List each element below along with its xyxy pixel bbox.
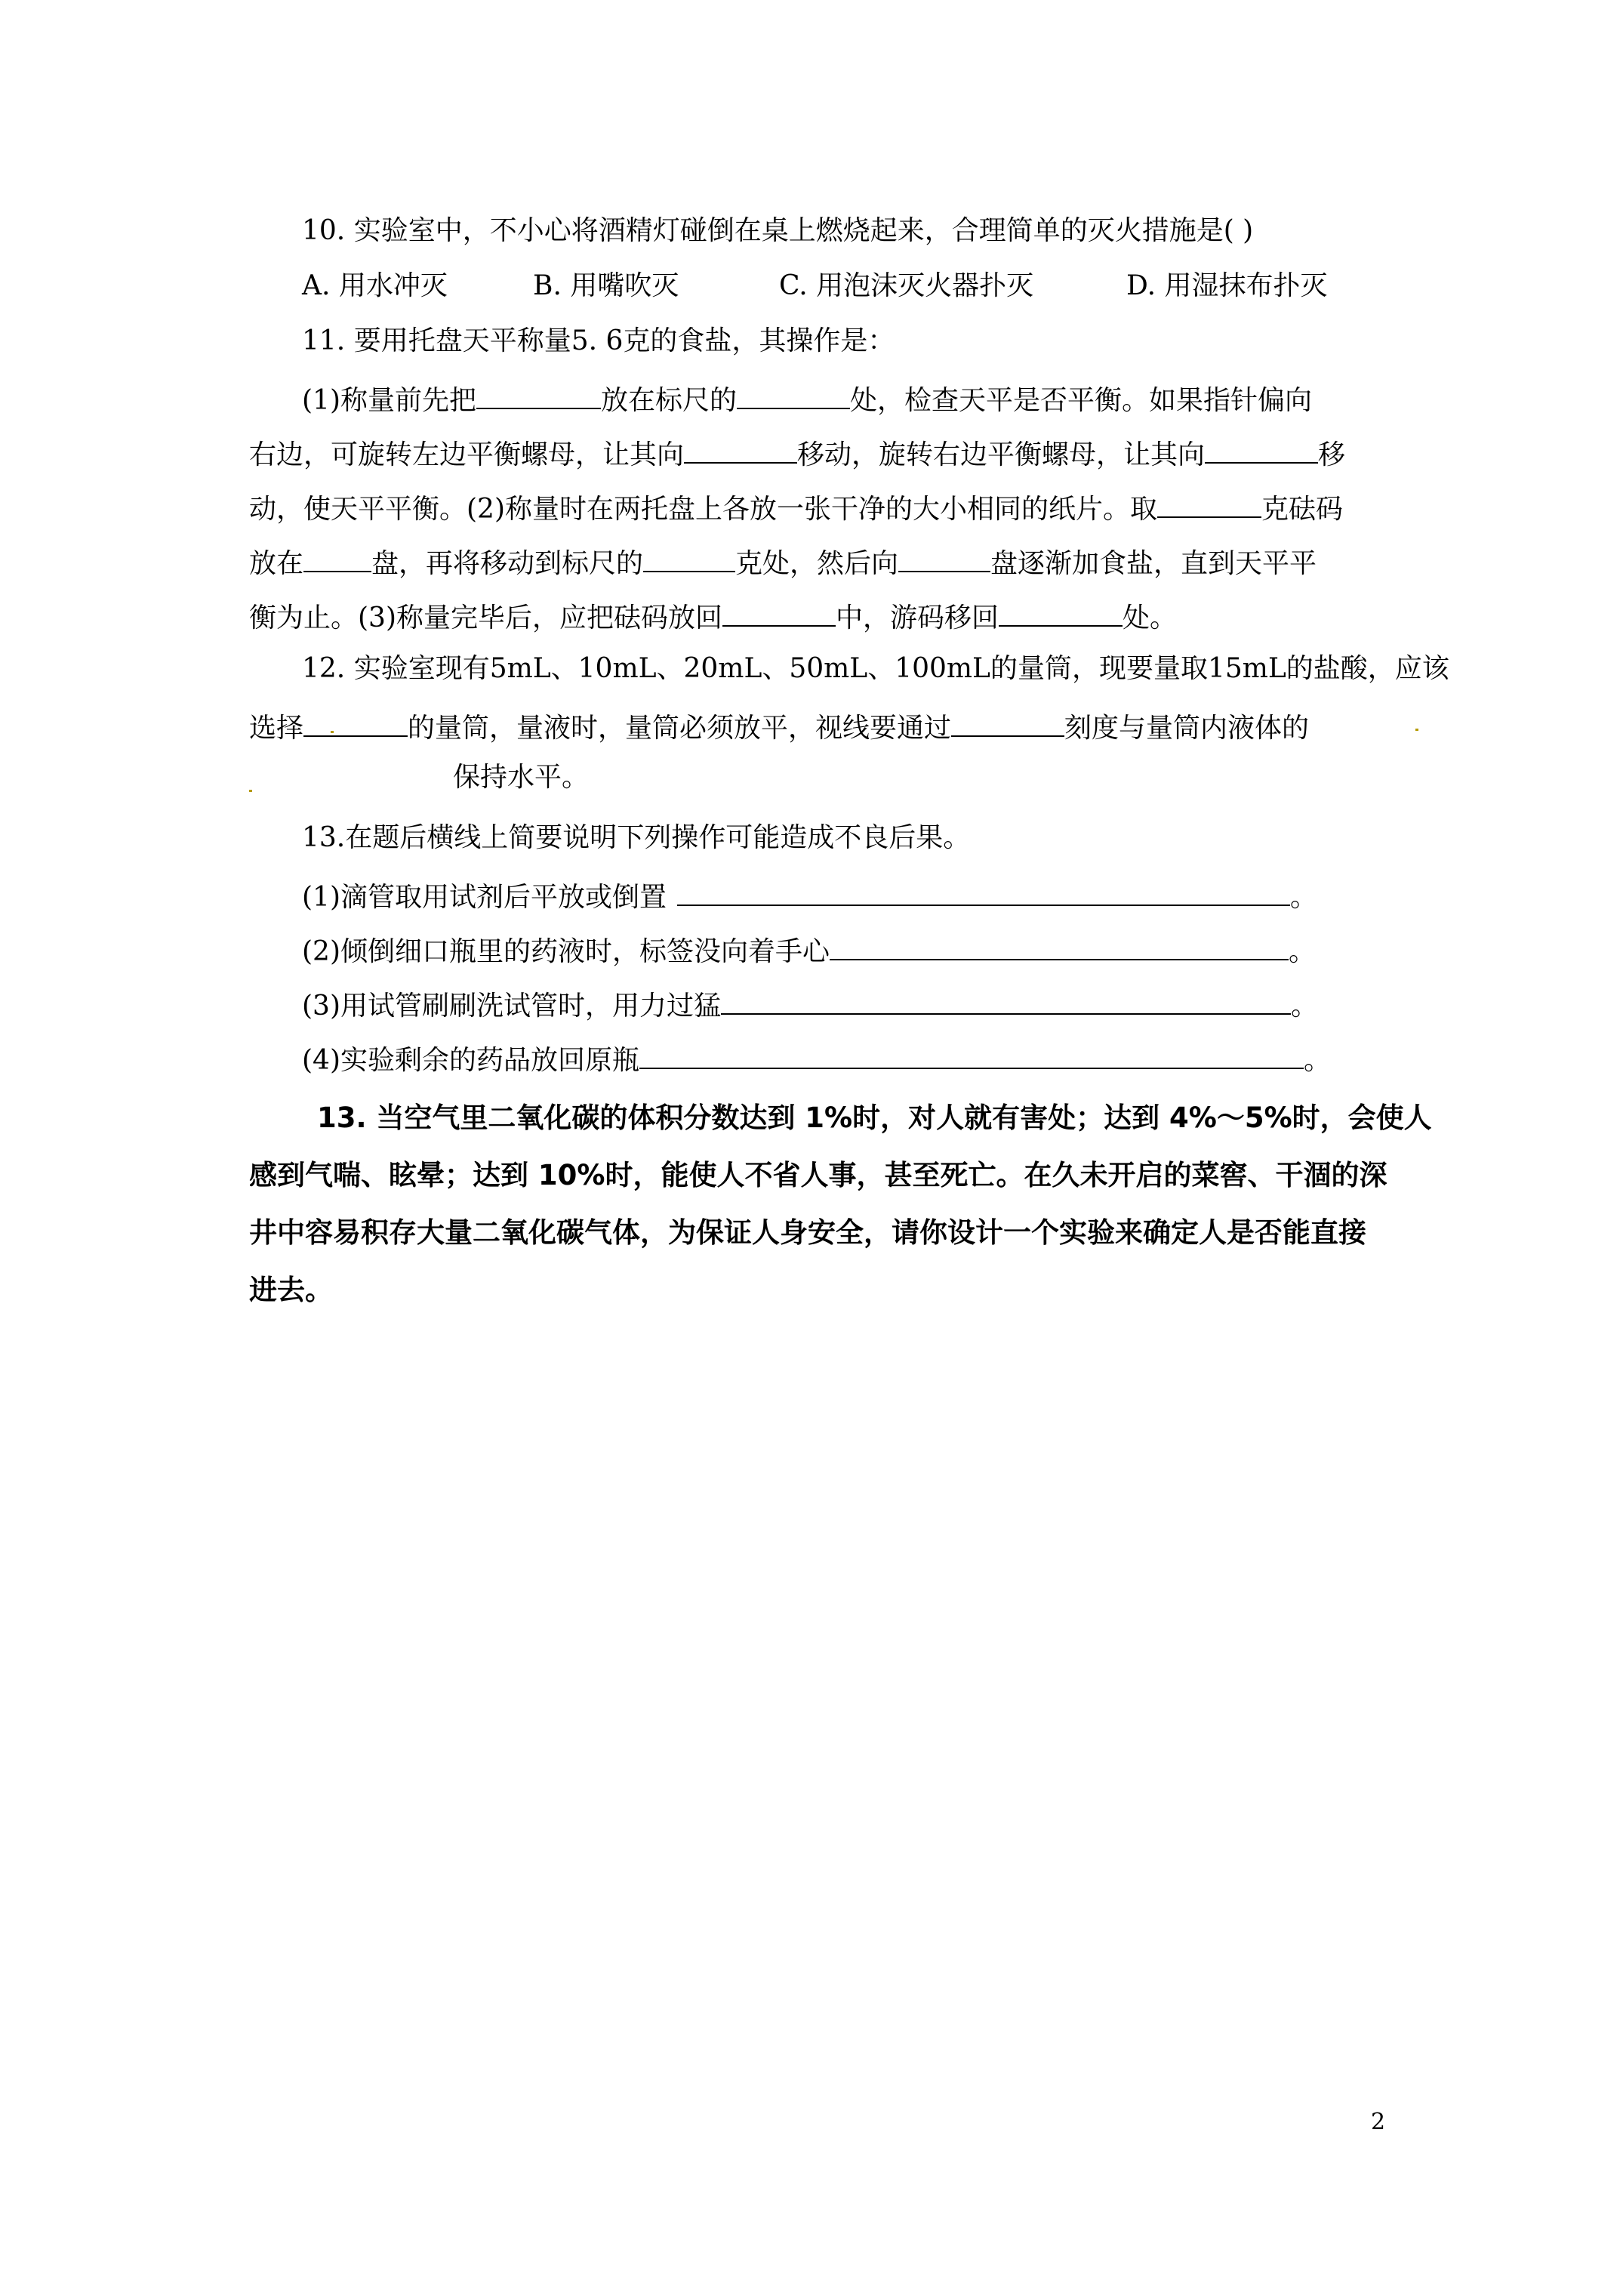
stray-mark	[331, 731, 334, 733]
q13-item-text: (2)倾倒细口瓶里的药液时，标签没向着手心	[302, 936, 830, 967]
q10-option-b: B. 用嘴吹灭	[533, 270, 679, 301]
answer-blank[interactable]	[476, 382, 601, 409]
answer-blank[interactable]	[898, 545, 990, 572]
q11-text: 动，使天平平衡。(2)称量时在两托盘上各放一张干净的大小相同的纸片。取	[249, 494, 1157, 525]
answer-blank[interactable]	[737, 382, 850, 409]
answer-blank[interactable]	[722, 599, 836, 627]
answer-blank[interactable]	[830, 933, 1289, 960]
q13-item-1	[302, 879, 1317, 911]
q13-item-text: (1)滴管取用试剂后平放或倒置	[302, 882, 667, 913]
q11-text: 盘逐渐加食盐，直到天平平	[990, 548, 1317, 579]
q12-line-1: 12. 实验室现有5mL、10mL、20mL、50mL、100mL的量筒，现要量取15mL的盐酸，应该	[302, 653, 1449, 684]
q11-line-4	[249, 545, 1317, 578]
q13-stem: 13.在题后横线上简要说明下列操作可能造成不良后果。	[302, 822, 971, 853]
q11-line-5	[249, 599, 1177, 632]
q11-line-2	[249, 436, 1345, 469]
q11-text: (1)称量前先把	[302, 385, 476, 416]
q13b-line-3: 井中容易积存大量二氧化碳气体，为保证人身安全，请你设计一个实验来确定人是否能直接	[249, 1216, 1366, 1249]
q11-line-1	[302, 382, 1312, 415]
q11-text: 移动，旋转右边平衡螺母，让其向	[797, 439, 1206, 470]
stray-mark	[249, 790, 252, 792]
q13b-line-1: 13. 当空气里二氧化碳的体积分数达到 1%时，对人就有害处；达到 4%～5%时，会使人	[317, 1102, 1432, 1134]
q13b-line-2: 感到气喘、眩晕；达到 10%时，能使人不省人事，甚至死亡。在久未开启的菜窖、干涸的深	[249, 1159, 1387, 1191]
answer-blank[interactable]	[639, 1042, 1304, 1069]
q11-text: 处，检查天平是否平衡。如果指针偏向	[850, 385, 1313, 416]
q12-line-2	[249, 710, 1309, 742]
q11-text: 盘，再将移动到标尺的	[371, 548, 644, 579]
answer-blank[interactable]	[303, 545, 371, 572]
q13-item-text: (4)实验剩余的药品放回原瓶	[302, 1045, 639, 1076]
q10-option-a: A. 用水冲灭	[302, 270, 448, 301]
q11-text: 克处，然后向	[735, 548, 899, 579]
answer-blank[interactable]	[643, 545, 735, 572]
q13-period: 。	[1289, 936, 1317, 967]
q11-text: 放在标尺的	[601, 385, 738, 416]
q11-text: 放在	[249, 548, 304, 579]
q10-options	[302, 270, 1328, 301]
answer-blank[interactable]	[951, 710, 1064, 737]
q11-text: 右边，可旋转左边平衡螺母，让其向	[249, 439, 685, 470]
answer-blank[interactable]	[303, 710, 408, 737]
answer-blank[interactable]	[1157, 491, 1261, 518]
q13-period: 。	[1291, 991, 1319, 1022]
q10-stem: 10. 实验室中，不小心将酒精灯碰倒在桌上燃烧起来，合理简单的灭火措施是( )	[302, 215, 1254, 246]
q13b-line-4: 进去。	[249, 1274, 333, 1306]
q11-line-3	[249, 491, 1343, 523]
q13-item-3	[302, 988, 1318, 1020]
q11-stem: 11. 要用托盘天平称量5. 6克的食盐，其操作是：	[302, 325, 895, 356]
q13-item-2	[302, 933, 1316, 966]
q10-option-c: C. 用泡沫灭火器扑灭	[779, 270, 1034, 301]
q11-text: 克砝码	[1261, 494, 1344, 525]
q12-line-3: 保持水平。	[453, 762, 590, 793]
q11-text: 处。	[1123, 603, 1178, 633]
q12-text: 选择	[249, 713, 304, 744]
q13-item-4	[302, 1042, 1331, 1074]
q10-option-d: D. 用湿抹布扑灭	[1126, 270, 1328, 301]
answer-blank[interactable]	[721, 988, 1291, 1015]
answer-blank[interactable]	[1205, 436, 1318, 464]
answer-blank[interactable]	[999, 599, 1123, 627]
answer-blank[interactable]	[684, 436, 797, 464]
answer-blank[interactable]	[677, 879, 1290, 906]
q11-text: 中，游码移回	[836, 603, 999, 633]
stray-mark	[1415, 729, 1418, 731]
q13-item-text: (3)用试管刷刷洗试管时，用力过猛	[302, 991, 721, 1022]
page-number: 2	[1371, 2109, 1386, 2135]
q13-period: 。	[1290, 882, 1318, 913]
q11-text: 移	[1318, 439, 1346, 470]
q13-period: 。	[1304, 1045, 1332, 1076]
q12-text: 的量筒，量液时，量筒必须放平，视线要通过	[408, 713, 952, 744]
q11-text: 衡为止。(3)称量完毕后，应把砝码放回	[249, 603, 722, 633]
q12-text: 刻度与量筒内液体的	[1064, 713, 1310, 744]
